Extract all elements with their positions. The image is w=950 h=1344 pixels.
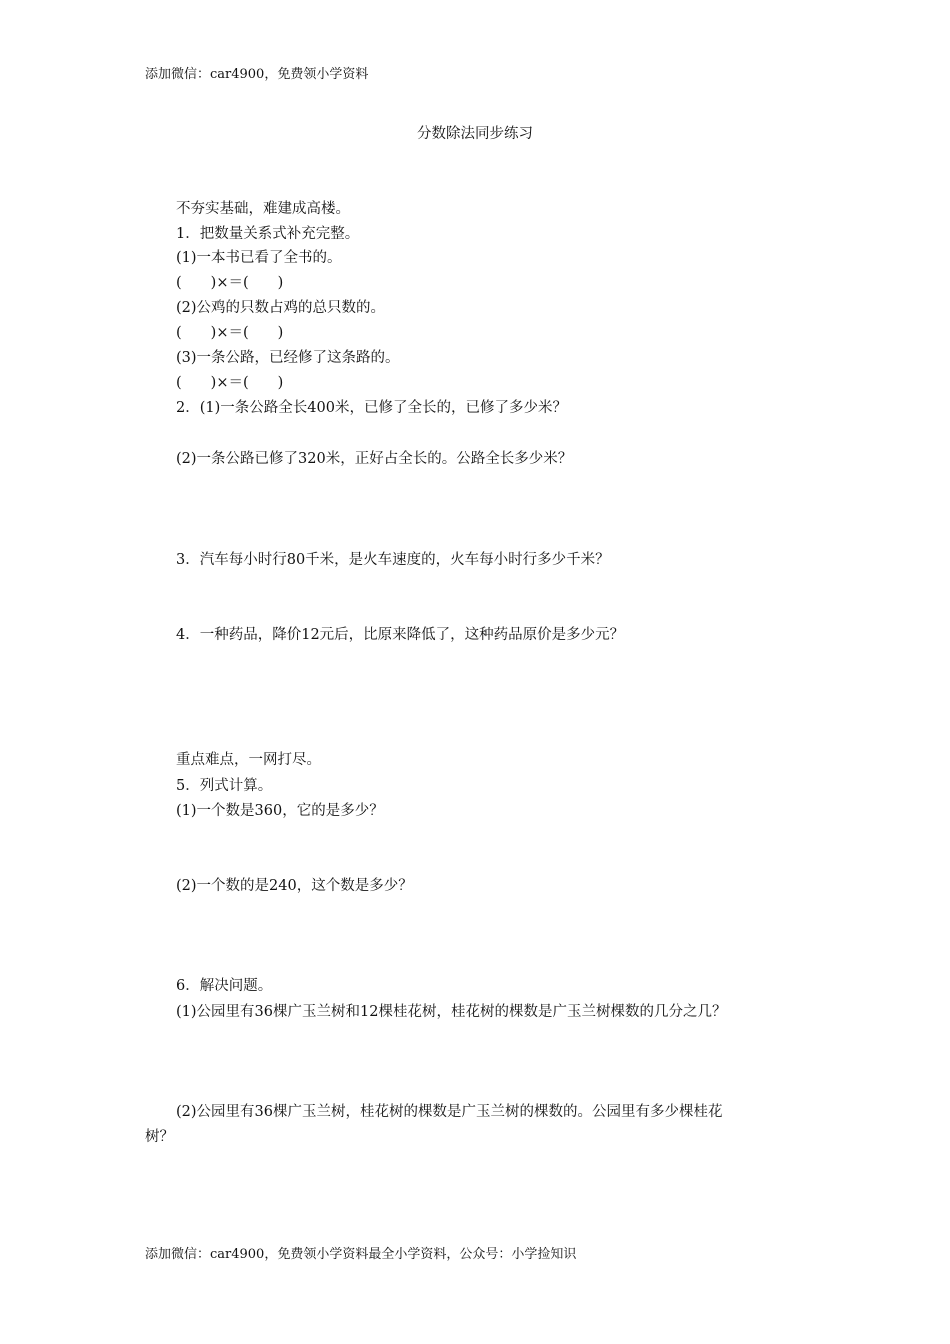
question-1-part-3: (3)一条公路，已经修了这条路的。 <box>176 350 400 366</box>
question-6-part-1: (1)公园里有36棵广玉兰树和12棵桂花树，桂花树的棵数是广玉兰树棵数的几分之几？ <box>176 1004 727 1020</box>
question-1-part-1: (1)一本书已看了全书的。 <box>176 250 342 266</box>
question-1-stem: 1．把数量关系式补充完整。 <box>176 226 360 242</box>
question-1-part-3-blank: ( )×＝( ) <box>176 375 284 391</box>
question-5-part-2: (2)一个数的是240，这个数是多少？ <box>176 878 413 894</box>
question-3: 3．汽车每小时行80千米，是火车速度的，火车每小时行多少千米？ <box>176 552 610 568</box>
question-2-part-1: 2．(1)一条公路全长400米，已修了全长的，已修了多少米？ <box>176 400 567 416</box>
question-2-part-2: (2)一条公路已修了320米，正好占全长的。公路全长多少米？ <box>176 451 573 467</box>
question-5-stem: 5．列式计算。 <box>176 778 273 794</box>
question-5-part-1: (1)一个数是360，它的是多少？ <box>176 803 384 819</box>
question-6-part-2-line-1: (2)公园里有36棵广玉兰树，桂花树的棵数是广玉兰树的棵数的。公园里有多少棵桂花 <box>176 1104 723 1120</box>
question-4: 4．一种药品，降价12元后，比原来降低了，这种药品原价是多少元？ <box>176 627 625 643</box>
question-6-part-2-line-2: 树？ <box>145 1129 174 1145</box>
section-heading-key-points: 重点难点，一网打尽。 <box>176 752 321 768</box>
header-text: 添加微信：car4900，免费领小学资料 <box>145 67 369 82</box>
question-6-stem: 6．解决问题。 <box>176 978 273 994</box>
page-title: 分数除法同步练习 <box>417 126 533 142</box>
question-1-part-1-blank: ( )×＝( ) <box>176 275 284 291</box>
question-1-part-2-blank: ( )×＝( ) <box>176 325 284 341</box>
section-heading-basics: 不夯实基础，难建成高楼。 <box>176 201 350 217</box>
question-1-part-2: (2)公鸡的只数占鸡的总只数的。 <box>176 300 386 316</box>
footer-text: 添加微信：car4900，免费领小学资料最全小学资料，公众号：小学捡知识 <box>145 1247 577 1262</box>
